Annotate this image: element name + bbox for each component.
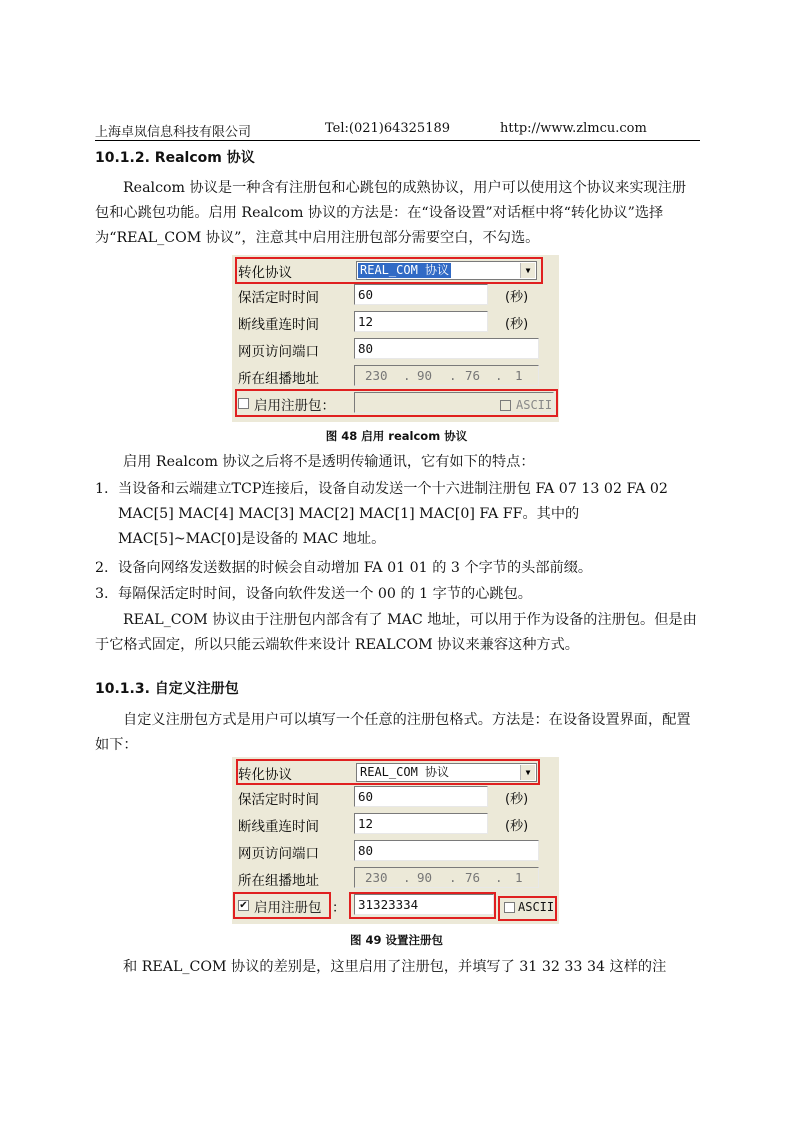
paragraph: REAL_COM 协议由于注册包内部含有了 MAC 地址，可以用于作为设备的注册包。但是由于它格式固定，所以只能云端软件来设计 REALCOM 协议来兼容这种方式。: [95, 612, 697, 653]
ip-dot: .: [495, 870, 503, 885]
protocol-select-value: REAL_COM 协议: [360, 765, 450, 779]
ip-dot: .: [449, 368, 457, 383]
keepalive-unit: (秒): [505, 792, 529, 807]
multicast-octet: 230: [365, 368, 388, 383]
dropdown-arrow-icon[interactable]: ▼: [520, 765, 535, 780]
paragraph: 自定义注册包方式是用户可以填写一个任意的注册包格式。方法是：在设备设置界面，配置如下：: [95, 712, 691, 753]
web-port-label: 网页访问端口: [238, 846, 319, 862]
register-packet-input[interactable]: 31323334: [354, 894, 494, 915]
protocol-label: 转化协议: [238, 265, 292, 281]
keepalive-label: 保活定时时间: [238, 290, 319, 306]
paragraph: 和 REAL_COM 协议的差别是，这里启用了注册包，并填写了 31 32 33 34 这样的注: [123, 959, 667, 975]
keepalive-unit: (秒): [505, 290, 529, 305]
reconnect-input[interactable]: 12: [354, 311, 488, 332]
header-rule: [95, 140, 700, 141]
multicast-octet: 230: [365, 870, 388, 885]
multicast-octet: 90: [417, 368, 433, 383]
web-port-input[interactable]: 80: [354, 840, 539, 861]
ip-dot: .: [495, 368, 503, 383]
multicast-label: 所在组播地址: [238, 873, 319, 889]
list-number: 2.: [95, 560, 109, 576]
protocol-select[interactable]: [356, 261, 537, 280]
list-number: 1.: [95, 481, 109, 497]
paragraph: 启用 Realcom 协议之后将不是透明传输通讯，它有如下的特点：: [123, 454, 535, 470]
keepalive-label: 保活定时时间: [238, 792, 319, 808]
multicast-octet: 76: [465, 368, 481, 383]
enable-register-checkbox[interactable]: [238, 398, 249, 409]
header-url: http://www.zlmcu.com: [500, 121, 647, 136]
list-text: 设备向网络发送数据的时候会自动增加 FA 01 01 的 3 个字节的头部前缀。: [118, 560, 593, 576]
paragraph: Realcom 协议是一种含有注册包和心跳包的成熟协议，用户可以使用这个协议来实现注册包和心跳包功能。启用 Realcom 协议的方法是：在“设备设置”对话框中将“转化协议”选择为“REAL_COM 协议”，注意其中启用注册包部分需要空白，不勾选。: [95, 180, 687, 246]
enable-register-checkbox[interactable]: ✔: [239, 900, 248, 911]
reconnect-unit: (秒): [505, 819, 529, 834]
multicast-label: 所在组播地址: [238, 371, 319, 387]
list-text: 当设备和云端建立TCP连接后，设备自动发送一个十六进制注册包 FA 07 13 02 FA 02 MAC[5] MAC[4] MAC[3] MAC[2] MAC[1] MAC[0] FA FF。其中的 MAC[5]~MAC[0]是设备的 MAC 地址。: [118, 481, 668, 547]
header-company: 上海卓岚信息科技有限公司: [95, 125, 252, 140]
multicast-ip-field: [354, 867, 539, 888]
ascii-label: ASCII: [516, 398, 553, 412]
reconnect-input[interactable]: 12: [354, 813, 488, 834]
enable-register-label: 启用注册包：: [254, 398, 335, 414]
protocol-select[interactable]: [356, 763, 537, 782]
device-settings-dialog: [232, 757, 559, 924]
ip-dot: .: [403, 870, 411, 885]
section-heading-custom-register: 10.1.3. 自定义注册包: [95, 681, 239, 697]
multicast-octet: 90: [417, 870, 433, 885]
dropdown-arrow-icon[interactable]: ▼: [520, 263, 535, 278]
list-number: 3.: [95, 586, 109, 602]
ascii-checkbox: [500, 400, 511, 411]
reconnect-unit: (秒): [505, 317, 529, 332]
list-text: 每隔保活定时时间，设备向软件发送一个 00 的 1 字节的心跳包。: [118, 586, 532, 602]
web-port-label: 网页访问端口: [238, 344, 319, 360]
ascii-label: ASCII: [518, 900, 555, 914]
device-settings-dialog: [232, 255, 559, 422]
keepalive-input[interactable]: 60: [354, 786, 488, 807]
keepalive-input[interactable]: 60: [354, 284, 488, 305]
ip-dot: .: [449, 870, 457, 885]
section-heading-realcom: 10.1.2. Realcom 协议: [95, 150, 255, 166]
figure-caption: 图 49 设置注册包: [349, 933, 443, 947]
enable-register-label: 启用注册包: [254, 900, 322, 916]
reconnect-label: 断线重连时间: [238, 819, 319, 835]
multicast-octet: 1: [515, 870, 523, 885]
multicast-ip-field: [354, 365, 539, 386]
header-tel: Tel:(021)64325189: [325, 121, 451, 136]
figure-caption: 图 48 启用 realcom 协议: [325, 429, 468, 443]
enable-register-colon: ：: [332, 900, 346, 916]
web-port-input[interactable]: 80: [354, 338, 539, 359]
protocol-select-value: REAL_COM 协议: [360, 263, 450, 277]
ip-dot: .: [403, 368, 411, 383]
reconnect-label: 断线重连时间: [238, 317, 319, 333]
protocol-label: 转化协议: [238, 767, 292, 783]
multicast-octet: 76: [465, 870, 481, 885]
ascii-checkbox[interactable]: [504, 902, 515, 913]
multicast-octet: 1: [515, 368, 523, 383]
